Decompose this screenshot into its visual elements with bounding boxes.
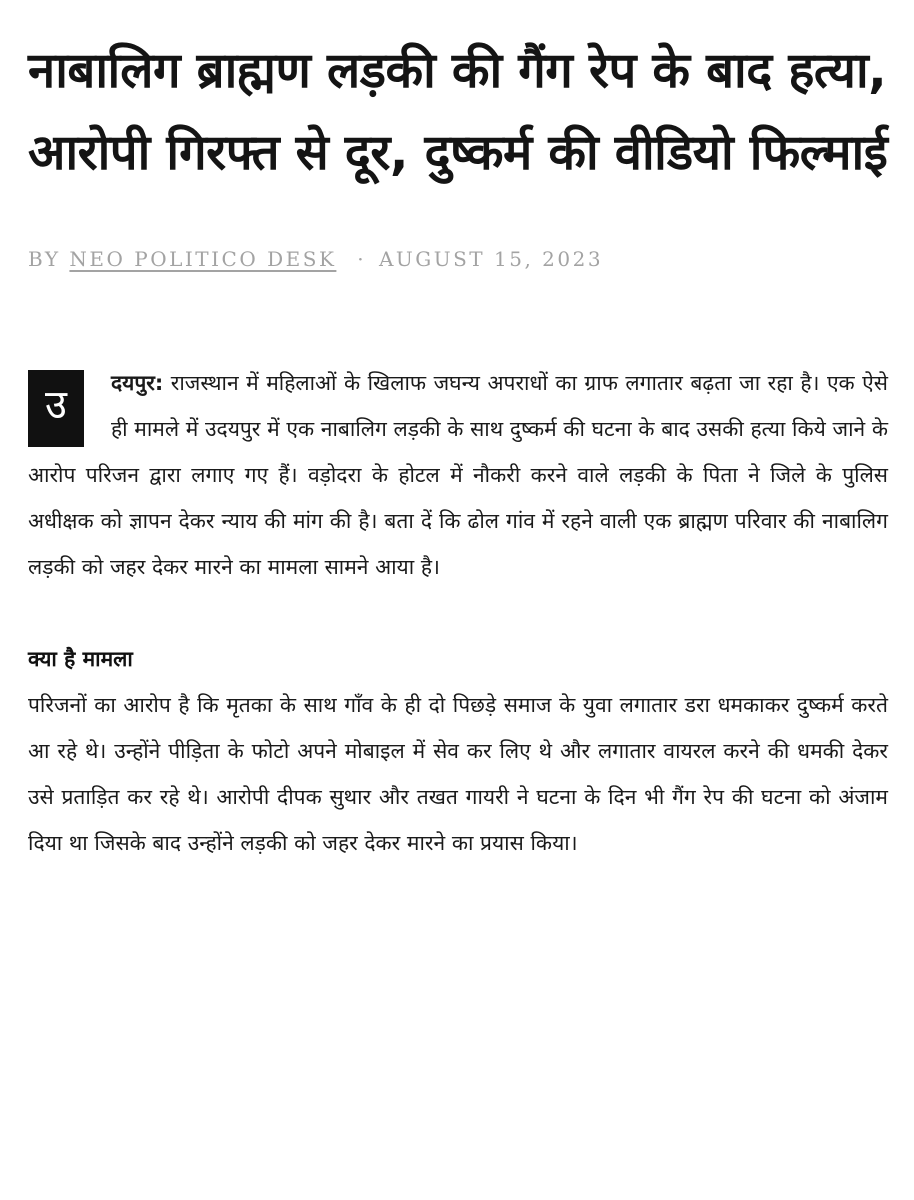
body-paragraph: परिजनों का आरोप है कि मृतका के साथ गाँव के ही दो पिछड़े समाज के युवा लगातार डरा धमकाकर दुष्कर्म करते आ रहे थे। उन्होंने पीड़िता के फोटो अपने मोबाइल में सेव कर लिए थे और लगातार वायरल करने की धमकी देकर उसे प्रताड़ित कर रहे थे। आरोपी दीपक सुथार और तखत गायरी ने घटना के दिन भी गैंग रेप की घटना को अंजाम दिया था जिसके बाद उन्होंने लड़की को जहर देकर मारने का प्रयास किया।: [28, 693, 888, 855]
paragraph-spacer: [28, 590, 888, 636]
article-title: नाबालिग ब्राह्मण लड़की की गैंग रेप के बाद हत्या, आरोपी गिरफ्त से दूर, दुष्कर्म की वीडियो फिल्माई: [28, 42, 888, 181]
lead-paragraph: [28, 360, 888, 590]
article: [28, 30, 888, 866]
section-heading: क्या है मामला: [28, 647, 133, 671]
publish-date: AUGUST 15, 2023: [378, 247, 604, 271]
article-meta: [28, 242, 888, 276]
author-link[interactable]: NEO POLITICO DESK: [69, 247, 337, 271]
drop-cap: उ: [28, 370, 84, 447]
byline-prefix: BY: [28, 247, 61, 271]
lead-dateline: दयपुर:: [111, 371, 164, 395]
article-body: [28, 360, 888, 866]
meta-separator: ·: [357, 247, 367, 271]
lead-text: राजस्थान में महिलाओं के खिलाफ जघन्य अपराधों का ग्राफ लगातार बढ़ता जा रहा है। एक ऐसे ही मामले में उदयपुर में एक नाबालिग लड़की के साथ दुष्कर्म की घटना के बाद उसकी हत्या किये जाने के आरोप परिजन द्वारा लगाए गए हैं। वड़ोदरा के होटल में नौकरी करने वाले लड़की के पिता ने जिले के पुलिस अधीक्षक को ज्ञापन देकर न्याय की मांग की है। बता दें कि ढोल गांव में रहने वाली एक ब्राह्मण परिवार की नाबालिग लड़की को जहर देकर मारने का मामला सामने आया है।: [28, 371, 888, 579]
